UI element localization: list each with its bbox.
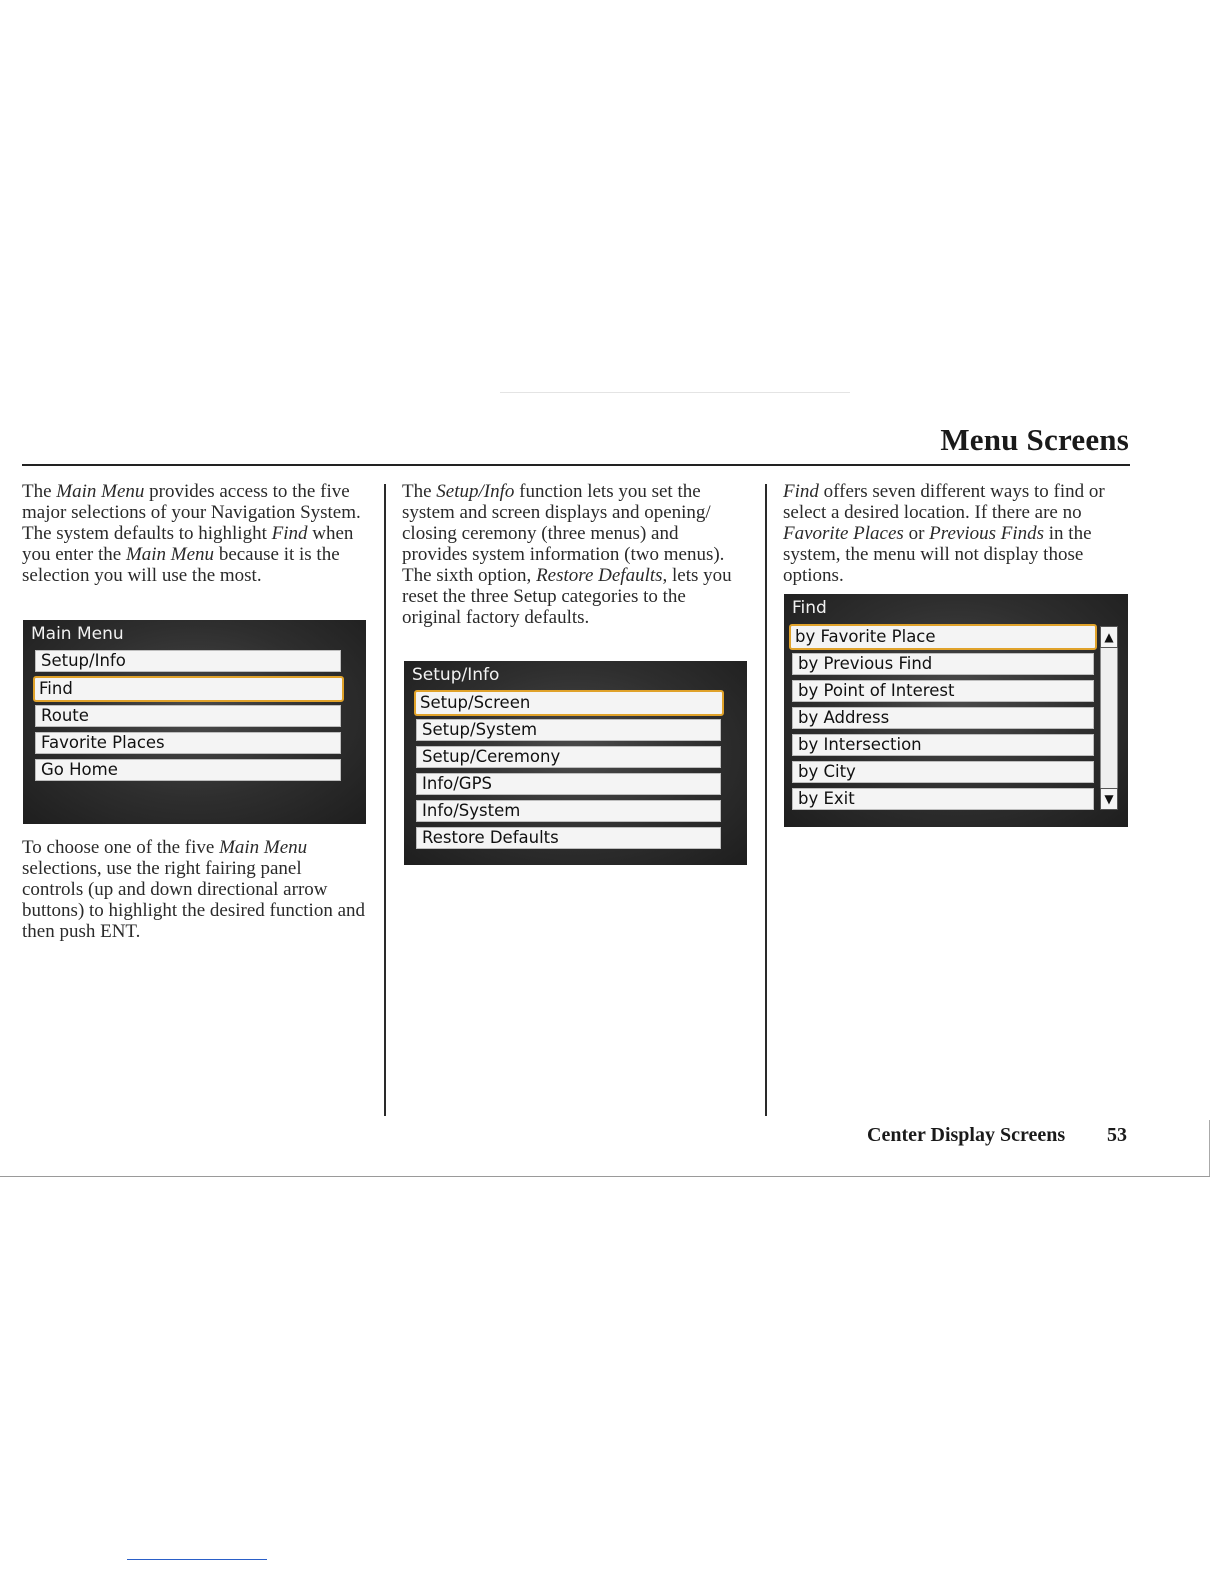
text-run: provides access to the five major selections of your Navigation System. The system defaults to highlight bbox=[22, 481, 361, 544]
setup-info-paragraph bbox=[402, 481, 747, 628]
main-menu-screen-title: Main Menu bbox=[31, 624, 124, 644]
faint-scan-line bbox=[500, 392, 850, 393]
main-menu-intro-paragraph bbox=[22, 481, 367, 586]
page-title: Menu Screens bbox=[940, 422, 1129, 457]
title-divider bbox=[22, 464, 1130, 466]
find-paragraph bbox=[783, 481, 1128, 586]
text-run: , lets you reset the three Setup categories to the original factory defaults. bbox=[402, 565, 732, 628]
page-edge-line bbox=[1209, 1120, 1210, 1176]
text-run: function lets you set the system and screen displays and opening/ closing ceremony (three menus) and provides system information (two menus). The sixth option, bbox=[402, 481, 725, 586]
text-run: because it is the selection you will use the most. bbox=[22, 544, 340, 586]
italic-term: Main Menu bbox=[219, 837, 308, 858]
italic-term: Main Menu bbox=[56, 481, 145, 502]
text-run: The bbox=[402, 481, 437, 502]
setup-menu-item-setup-screen[interactable]: Setup/Screen bbox=[414, 690, 724, 716]
text-run: offers seven different ways to find or select a desired location. If there are no bbox=[783, 481, 1105, 523]
find-menu-item-address[interactable]: by Address bbox=[792, 707, 1094, 729]
column-2 bbox=[402, 481, 747, 628]
find-menu-item-intersection[interactable]: by Intersection bbox=[792, 734, 1094, 756]
column-divider-1 bbox=[384, 484, 386, 1116]
italic-term: Favorite Places bbox=[783, 523, 904, 544]
main-menu-screen bbox=[23, 620, 366, 824]
setup-menu-item-restore-defaults[interactable]: Restore Defaults bbox=[416, 827, 721, 849]
text-run: in the system, the menu will not display those options. bbox=[783, 523, 1092, 586]
text-run: or bbox=[903, 523, 930, 544]
main-menu-item-setup-info[interactable]: Setup/Info bbox=[35, 650, 341, 672]
down-arrow-icon[interactable]: ▼ bbox=[1100, 788, 1118, 810]
setup-menu-item-setup-system[interactable]: Setup/System bbox=[416, 719, 721, 741]
column-divider-2 bbox=[765, 484, 767, 1116]
column-1-bottom bbox=[22, 837, 367, 942]
page-number: 53 bbox=[1107, 1124, 1127, 1146]
bottom-divider bbox=[0, 1176, 1210, 1177]
main-menu-item-go-home[interactable]: Go Home bbox=[35, 759, 341, 781]
main-menu-item-route[interactable]: Route bbox=[35, 705, 341, 727]
setup-menu-item-info-gps[interactable]: Info/GPS bbox=[416, 773, 721, 795]
italic-term: Find bbox=[271, 523, 308, 544]
find-menu-item-previous-find[interactable]: by Previous Find bbox=[792, 653, 1094, 675]
setup-menu-item-info-system[interactable]: Info/System bbox=[416, 800, 721, 822]
setup-info-screen bbox=[404, 661, 747, 865]
text-run: selections, use the right fairing panel controls (up and down directional arrow buttons) to highlight the desired function and then push ENT. bbox=[22, 858, 366, 942]
footer-section-title: Center Display Screens bbox=[867, 1124, 1066, 1146]
blue-mark-line bbox=[127, 1559, 267, 1560]
italic-term: Setup/Info bbox=[436, 481, 515, 502]
find-menu-item-point-of-interest[interactable]: by Point of Interest bbox=[792, 680, 1094, 702]
italic-term: Previous Finds bbox=[929, 523, 1045, 544]
up-arrow-icon[interactable]: ▲ bbox=[1100, 626, 1118, 648]
italic-term: Find bbox=[783, 481, 819, 502]
find-screen-title: Find bbox=[792, 598, 827, 618]
main-menu-instructions-paragraph bbox=[22, 837, 367, 942]
setup-info-screen-title: Setup/Info bbox=[412, 665, 500, 685]
italic-term: Main Menu bbox=[125, 544, 215, 565]
text-run: To choose one of the five bbox=[22, 837, 220, 858]
main-menu-item-find[interactable]: Find bbox=[33, 676, 344, 702]
find-screen bbox=[784, 594, 1128, 827]
text-run: when you enter the bbox=[22, 523, 354, 565]
column-3 bbox=[783, 481, 1128, 586]
column-1 bbox=[22, 481, 367, 586]
main-menu-item-favorite-places[interactable]: Favorite Places bbox=[35, 732, 341, 754]
italic-term: Restore Defaults bbox=[536, 565, 663, 586]
text-run: The bbox=[22, 481, 57, 502]
find-menu-item-city[interactable]: by City bbox=[792, 761, 1094, 783]
find-menu-item-exit[interactable]: by Exit bbox=[792, 788, 1094, 810]
find-menu-item-favorite-place[interactable]: by Favorite Place bbox=[789, 624, 1097, 650]
find-scrollbar[interactable] bbox=[1100, 626, 1118, 810]
setup-menu-item-setup-ceremony[interactable]: Setup/Ceremony bbox=[416, 746, 721, 768]
